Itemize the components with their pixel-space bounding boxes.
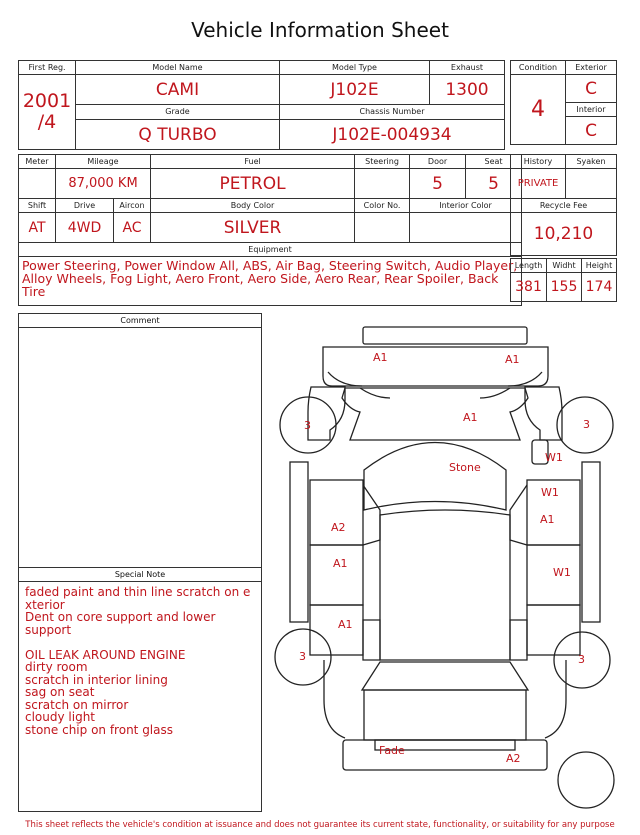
chassis-label: Chassis Number [280, 105, 505, 120]
aircon-value: AC [114, 213, 151, 243]
hood [342, 388, 528, 440]
mark-windshield: Stone [449, 461, 481, 474]
spare-tire [558, 752, 614, 808]
steering-value [355, 169, 410, 199]
drive-label: Drive [56, 199, 114, 213]
meter-value [19, 169, 56, 199]
condition-label: Condition [511, 61, 566, 75]
seat-value: 5 [466, 169, 522, 199]
recycle-fee-label: Recycle Fee [511, 199, 617, 213]
rear-window [362, 662, 528, 690]
condition-value: 4 [511, 75, 566, 145]
special-note-line: OIL LEAK AROUND ENGINE [25, 647, 186, 662]
front-right-fender [525, 387, 562, 440]
mark-wheel-front-right: 3 [583, 418, 590, 431]
disclaimer-footer: This sheet reflects the vehicle's condition at issuance and does not guarantee its current state, functionality, or suitability for any purpose [25, 820, 615, 830]
width-value: 155 [547, 273, 582, 302]
first-reg-value [19, 75, 76, 150]
mark-front-bumper-left: A1 [373, 351, 388, 364]
first-reg-month: /4 [37, 111, 57, 133]
history-table [510, 154, 617, 256]
door-label: Door [410, 155, 466, 169]
front-left-fender [308, 387, 345, 440]
syaken-label: Syaken [566, 155, 617, 169]
recycle-fee-value: 10,210 [511, 213, 617, 256]
seat-label: Seat [466, 155, 522, 169]
meter-label: Meter [19, 155, 56, 169]
right-rocker [582, 462, 600, 622]
height-label: Height [582, 259, 617, 273]
equipment-label: Equipment [19, 243, 522, 257]
height-value: 174 [582, 273, 617, 302]
mark-front-bumper-right: A1 [505, 353, 520, 366]
body-color-label: Body Color [151, 199, 355, 213]
length-label: Length [511, 259, 547, 273]
mark-front-right-fender-mid: W1 [541, 486, 559, 499]
interior-label: Interior [566, 103, 617, 117]
special-note-line: cloudy light [25, 710, 96, 724]
model-type-label: Model Type [280, 61, 430, 75]
mark-wheel-front-left: 3 [304, 419, 311, 432]
mileage-value: 87,000 KM [56, 169, 151, 199]
shift-label: Shift [19, 199, 56, 213]
history-label: History [511, 155, 566, 169]
exterior-value: C [566, 75, 617, 103]
exhaust-value: 1300 [430, 75, 505, 105]
exterior-label: Exterior [566, 61, 617, 75]
comment-box [18, 313, 262, 568]
first-reg-year: 2001 [22, 90, 72, 112]
mark-right-rear-door: W1 [553, 566, 571, 579]
special-note-line: scratch on mirror [25, 697, 129, 712]
mark-front-right-fender-top: W1 [545, 451, 563, 464]
exhaust-label: Exhaust [430, 61, 505, 75]
front-bumper-top [363, 327, 527, 344]
left-rear-quarter [310, 605, 363, 655]
roof [380, 510, 510, 660]
aircon-label: Aircon [114, 199, 151, 213]
special-note-label: Special Note [19, 568, 261, 582]
color-no-label: Color No. [355, 199, 410, 213]
interior-color-label: Interior Color [410, 199, 522, 213]
mark-rear-bumper-right: A2 [506, 752, 521, 765]
chassis-value: J102E-004934 [280, 120, 505, 150]
mark-left-rear-quarter: A1 [338, 618, 353, 631]
steering-label: Steering [355, 155, 410, 169]
mark-front-right-fender-low: A1 [540, 513, 555, 526]
left-rear-door [310, 545, 363, 605]
special-note-line: Dent on core support and lower support [25, 610, 216, 637]
right-rear-quarter [527, 605, 580, 655]
model-name-label: Model Name [76, 61, 280, 75]
shift-value: AT [19, 213, 56, 243]
model-type-value: J102E [280, 75, 430, 105]
special-note-line: faded paint and thin line scratch on e [25, 585, 251, 599]
special-note-line: stone chip on front glass [25, 722, 174, 737]
history-value: PRIVATE [511, 169, 566, 199]
mileage-label: Mileage [56, 155, 151, 169]
model-name-value: CAMI [76, 75, 280, 105]
interior-color-value [410, 213, 522, 243]
comment-label: Comment [19, 314, 261, 328]
special-note-text [19, 582, 261, 740]
mark-left-rear-door: A1 [333, 557, 348, 570]
syaken-value [566, 169, 617, 199]
grade-value: Q TURBO [76, 120, 280, 150]
dimensions-table [510, 258, 617, 302]
windshield [364, 443, 506, 511]
body-color-value: SILVER [151, 213, 355, 243]
mark-wheel-rear-right: 3 [578, 653, 585, 666]
interior-value: C [566, 117, 617, 145]
mark-rear-bumper-left: Fade [379, 744, 405, 757]
mark-left-front-door: A2 [331, 521, 346, 534]
rear-hatch [364, 690, 526, 740]
page-title: Vehicle Information Sheet [191, 18, 449, 42]
model-info-table [18, 60, 505, 150]
special-note-line: dirty room [25, 660, 88, 674]
left-rocker [290, 462, 308, 622]
fuel-label: Fuel [151, 155, 355, 169]
first-reg-label: First Reg. [19, 61, 76, 75]
mark-wheel-rear-left: 3 [299, 650, 306, 663]
special-note-line: sag on seat [25, 685, 95, 699]
left-front-door [310, 480, 363, 545]
special-note-line: xterior [25, 597, 65, 612]
door-value: 5 [410, 169, 466, 199]
grade-label: Grade [76, 105, 280, 120]
special-note-box [18, 567, 262, 812]
drive-value: 4WD [56, 213, 114, 243]
car-damage-diagram [270, 320, 630, 810]
length-value: 381 [511, 273, 547, 302]
color-no-value [355, 213, 410, 243]
special-note-line [25, 636, 255, 649]
mark-hood: A1 [463, 411, 478, 424]
comment-text [19, 328, 261, 336]
width-label: Widht [547, 259, 582, 273]
equipment-value: Power Steering, Power Window All, ABS, Air Bag, Steering Switch, Audio Player, Alloy Wheels, Fog Light, Aero Front, Aero Side, Aero Rear, Rear Spoiler, Back Tire [19, 257, 522, 306]
fuel-value: PETROL [151, 169, 355, 199]
condition-table [510, 60, 617, 145]
details-table [18, 154, 522, 306]
special-note-line: scratch in interior lining [25, 672, 168, 687]
